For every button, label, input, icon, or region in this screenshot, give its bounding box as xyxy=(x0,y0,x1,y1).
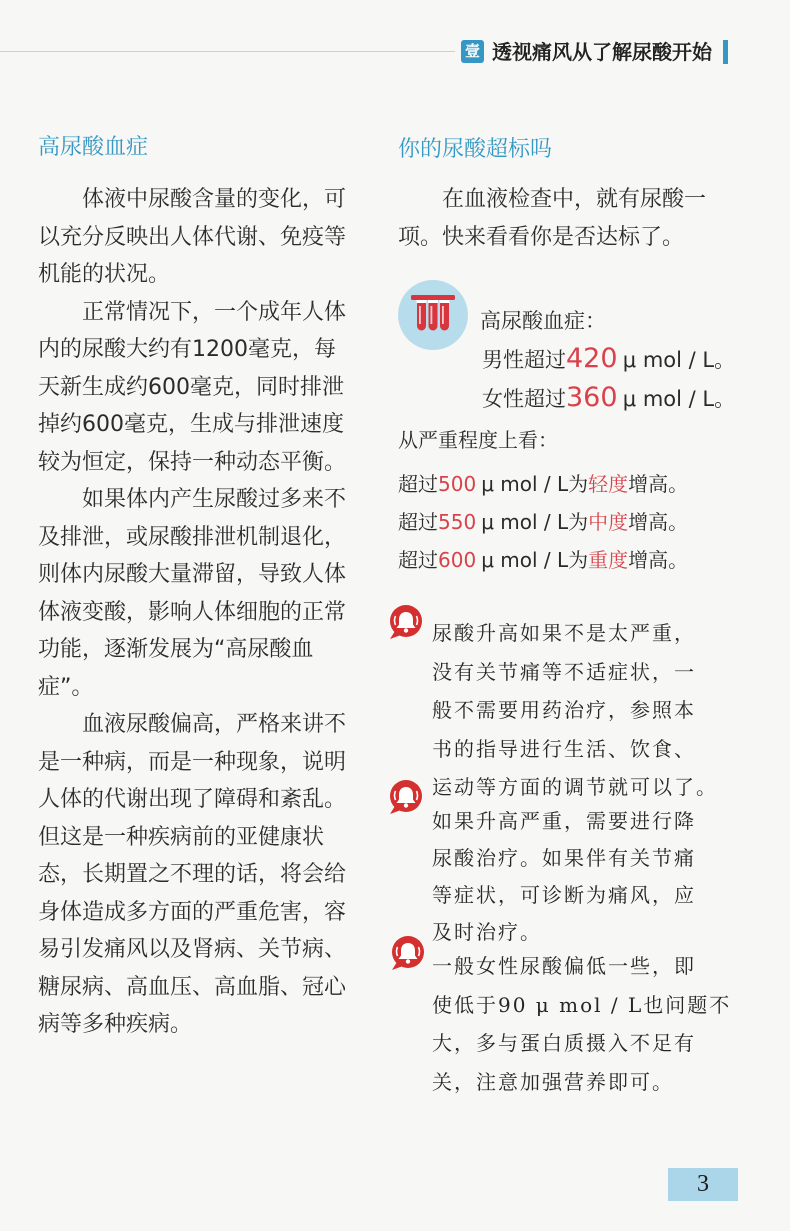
text-line: 功能，逐渐发展为“高尿酸血 xyxy=(38,637,314,662)
note-line: 关，注意加强营养即可。 xyxy=(432,1069,674,1094)
note-callout xyxy=(432,803,696,951)
test-tube-icon xyxy=(398,280,468,350)
threshold-value: 420 xyxy=(566,343,618,374)
text-line: 机能的状况。 xyxy=(38,262,171,287)
text-line: 体液变酸，影响人体细胞的正常 xyxy=(38,599,347,625)
severity-value: 500 xyxy=(438,472,477,496)
text-line: 在血液检查中，就有尿酸一 xyxy=(442,187,707,212)
severity-value: 600 xyxy=(438,548,477,572)
test-tube xyxy=(417,300,427,331)
severity-suffix: 增高。 xyxy=(628,510,689,534)
text-line: 较为恒定，保持一种动态平衡。 xyxy=(38,449,347,475)
left-column xyxy=(38,130,360,1044)
text-line: 糖尿病、高血压、高血脂、冠心 xyxy=(38,974,347,1000)
text-line: 掉约600毫克，生成与排泄速度 xyxy=(38,412,344,437)
test-tube-graphic xyxy=(398,280,468,350)
page-number: 3 xyxy=(668,1168,738,1201)
paragraph xyxy=(38,181,360,294)
text-line: 病等多种疾病。 xyxy=(38,1012,193,1037)
severity-prefix: 超过 xyxy=(398,510,438,534)
severity-label: 从严重程度上看： xyxy=(398,428,558,452)
paragraph xyxy=(38,294,360,482)
severity-list xyxy=(398,465,688,579)
note-line: 书的指导进行生活、饮食、 xyxy=(432,736,696,761)
female-threshold xyxy=(480,379,735,418)
severity-prefix: 超过 xyxy=(398,472,438,496)
severity-degree: 中度 xyxy=(588,510,629,534)
severity-row-moderate xyxy=(398,503,688,541)
threshold-unit: μ mol / L。 xyxy=(622,348,736,372)
note-line: 大，多与蛋白质摄入不足有 xyxy=(432,1031,696,1055)
note-line: 尿酸治疗。如果伴有关节痛 xyxy=(432,846,696,870)
severity-value: 550 xyxy=(438,510,477,534)
severity-unit: μ mol / L为 xyxy=(481,548,589,572)
note-line: 尿酸升高如果不是太严重， xyxy=(432,621,696,645)
threshold-value: 360 xyxy=(566,382,618,413)
text-line: 正常情况下，一个成年人体 xyxy=(82,299,347,325)
note-callout xyxy=(432,614,718,807)
severity-unit: μ mol / L为 xyxy=(481,472,589,496)
threshold-prefix: 男性超过 xyxy=(482,348,566,372)
diagnosis-criteria xyxy=(480,302,735,418)
severity-degree: 重度 xyxy=(588,548,629,572)
section-heading: 高尿酸血症 xyxy=(38,135,149,160)
note-callout xyxy=(432,947,731,1101)
paragraph xyxy=(38,706,360,1044)
text-line: 及排泄，或尿酸排泄机制退化， xyxy=(38,524,347,550)
severity-row-mild xyxy=(398,465,688,503)
text-line: 天新生成约600毫克，同时排泄 xyxy=(38,374,344,400)
header-accent-bar xyxy=(723,40,728,64)
note-line: 没有关节痛等不适症状，一 xyxy=(432,659,696,684)
note-line: 运动等方面的调节就可以了。 xyxy=(432,775,718,799)
text-line: 身体造成多方面的严重危害，容 xyxy=(38,899,347,925)
severity-suffix: 增高。 xyxy=(628,472,689,496)
criteria-label: 高尿酸血症： xyxy=(480,309,606,333)
text-line: 是一种病，而是一种现象，说明 xyxy=(38,749,347,775)
text-line: 项。快来看看你是否达标了。 xyxy=(398,225,685,250)
severity-prefix: 超过 xyxy=(398,548,438,572)
body-text xyxy=(38,181,360,1044)
severity-suffix: 增高。 xyxy=(628,548,689,572)
running-header-title: 透视痛风从了解尿酸开始 xyxy=(492,40,712,64)
threshold-prefix: 女性超过 xyxy=(482,387,566,411)
text-line: 症”。 xyxy=(38,674,94,700)
test-tube xyxy=(428,300,438,331)
text-line: 但这是一种疾病前的亚健康状 xyxy=(38,824,325,850)
paragraph xyxy=(38,481,360,706)
male-threshold xyxy=(480,340,735,379)
note-line: 般不需要用药治疗，参照本 xyxy=(432,698,696,722)
note-line: 如果升高严重，需要进行降 xyxy=(432,809,696,833)
test-tube xyxy=(440,300,450,331)
header-rule xyxy=(0,51,455,52)
section-heading: 你的尿酸超标吗 xyxy=(398,137,553,162)
note-line: 及时治疗。 xyxy=(432,920,542,944)
text-line: 体液中尿酸含量的变化，可 xyxy=(82,187,347,212)
alarm-bell-icon xyxy=(387,779,423,815)
text-line: 血液尿酸偏高，严格来讲不 xyxy=(82,712,347,737)
note-line: 使低于90 μ mol / L也问题不 xyxy=(432,992,732,1017)
severity-unit: μ mol / L为 xyxy=(481,510,589,534)
severity-degree: 轻度 xyxy=(588,472,629,496)
alarm-bell-icon xyxy=(389,935,425,971)
chapter-badge: 壹 xyxy=(461,40,484,63)
threshold-unit: μ mol / L。 xyxy=(622,387,736,411)
note-line: 等症状，可诊断为痛风，应 xyxy=(432,883,696,907)
intro-paragraph xyxy=(398,181,706,257)
alarm-bell-icon xyxy=(387,604,423,640)
text-line: 人体的代谢出现了障碍和紊乱。 xyxy=(38,787,347,812)
text-line: 态，长期置之不理的话，将会给 xyxy=(38,862,347,887)
text-line: 以充分反映出人体代谢、免疫等 xyxy=(38,224,347,250)
note-line: 一般女性尿酸偏低一些，即 xyxy=(432,954,696,978)
tube-rack xyxy=(411,295,455,300)
text-line: 如果体内产生尿酸过多来不 xyxy=(82,487,347,512)
text-line: 易引发痛风以及肾病、关节病、 xyxy=(38,937,347,962)
text-line: 内的尿酸大约有1200毫克，每 xyxy=(38,337,336,362)
severity-row-severe xyxy=(398,541,688,579)
text-line: 则体内尿酸大量滞留，导致人体 xyxy=(38,562,347,587)
